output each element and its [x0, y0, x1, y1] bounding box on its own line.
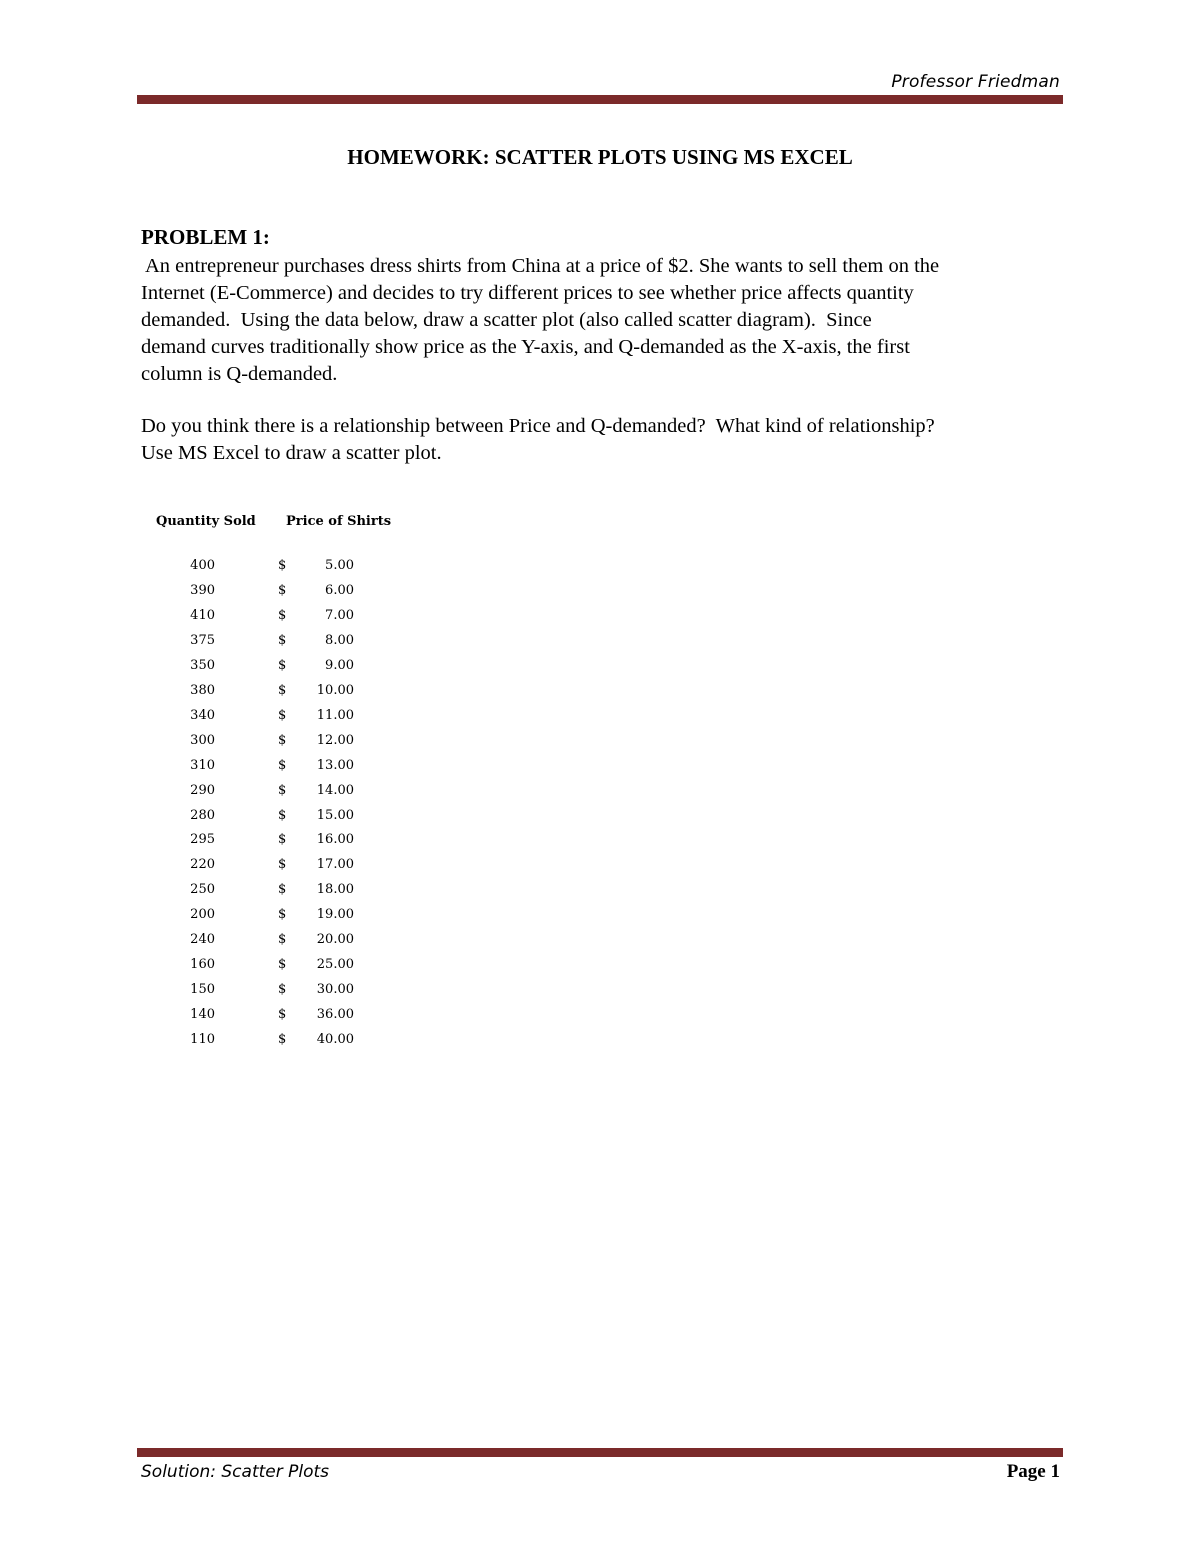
table-row — [150, 808, 410, 833]
quantity-cell: 375 — [190, 632, 215, 648]
price-cell: 17.00 — [316, 857, 354, 873]
price-cell: 36.00 — [316, 1007, 354, 1023]
quantity-cell: 350 — [190, 657, 215, 673]
quantity-cell: 150 — [190, 982, 215, 998]
currency-symbol: $ — [278, 607, 287, 623]
quantity-cell: 300 — [190, 732, 215, 748]
table-row — [150, 783, 410, 808]
currency-symbol: $ — [278, 582, 287, 598]
quantity-cell: 160 — [190, 957, 215, 973]
quantity-cell: 220 — [190, 857, 215, 873]
table-row — [150, 932, 410, 957]
paragraph-line: demand curves traditionally show price as the Y-axis, and Q-demanded as the X-axis, the first — [141, 336, 910, 358]
problem-question — [141, 413, 1071, 467]
paragraph-line: Internet (E-Commerce) and decides to try different prices to see whether price affects quantity — [141, 282, 914, 304]
currency-symbol: $ — [278, 732, 287, 748]
price-cell: 11.00 — [316, 707, 354, 723]
price-cell: 40.00 — [316, 1032, 354, 1048]
problem-description — [141, 253, 1071, 388]
document-title: HOMEWORK: SCATTER PLOTS USING MS EXCEL — [347, 145, 853, 169]
table-row — [150, 882, 410, 907]
table-row — [150, 1032, 410, 1057]
table-row — [150, 658, 410, 683]
currency-symbol: $ — [278, 982, 287, 998]
table-row — [150, 982, 410, 1007]
table-row — [150, 758, 410, 783]
footer-title: Solution: Scatter Plots — [141, 1462, 330, 1482]
table-row — [150, 1007, 410, 1032]
currency-symbol: $ — [278, 558, 287, 573]
header-author: Professor Friedman — [891, 72, 1060, 92]
table-row — [150, 558, 410, 583]
table-row — [150, 857, 410, 882]
paragraph-line: Use MS Excel to draw a scatter plot. — [141, 442, 442, 464]
paragraph-line: demanded. Using the data below, draw a scatter plot (also called scatter diagram). Since — [141, 309, 872, 331]
currency-symbol: $ — [278, 807, 287, 823]
table-row — [150, 708, 410, 733]
quantity-cell: 250 — [190, 882, 215, 898]
problem-heading: PROBLEM 1: — [141, 225, 270, 249]
quantity-cell: 200 — [190, 907, 215, 923]
header-rule — [137, 95, 1063, 104]
table-row — [150, 733, 410, 758]
quantity-cell: 400 — [190, 558, 215, 573]
price-cell: 6.00 — [325, 582, 354, 598]
price-cell: 13.00 — [316, 757, 354, 773]
currency-symbol: $ — [278, 1032, 287, 1048]
quantity-cell: 280 — [190, 807, 215, 823]
price-cell: 8.00 — [325, 632, 354, 648]
currency-symbol: $ — [278, 957, 287, 973]
quantity-cell: 410 — [190, 607, 215, 623]
price-cell: 5.00 — [325, 558, 354, 573]
page-number: Page 1 — [1006, 1461, 1060, 1482]
currency-symbol: $ — [278, 682, 287, 698]
currency-symbol: $ — [278, 1007, 287, 1023]
price-cell: 19.00 — [316, 907, 354, 923]
currency-symbol: $ — [278, 782, 287, 798]
quantity-cell: 290 — [190, 782, 215, 798]
currency-symbol: $ — [278, 932, 287, 948]
table-row — [150, 907, 410, 932]
price-cell: 15.00 — [316, 807, 354, 823]
column-header-price: Price of Shirts — [286, 514, 392, 529]
table-row — [150, 608, 410, 633]
currency-symbol: $ — [278, 632, 287, 648]
price-cell: 20.00 — [316, 932, 354, 948]
table-row — [150, 633, 410, 658]
currency-symbol: $ — [278, 857, 287, 873]
price-cell: 14.00 — [316, 782, 354, 798]
price-cell: 16.00 — [316, 832, 354, 848]
currency-symbol: $ — [278, 882, 287, 898]
quantity-cell: 380 — [190, 682, 215, 698]
quantity-cell: 240 — [190, 932, 215, 948]
currency-symbol: $ — [278, 907, 287, 923]
price-cell: 30.00 — [316, 982, 354, 998]
currency-symbol: $ — [278, 657, 287, 673]
quantity-cell: 310 — [190, 757, 215, 773]
table-row — [150, 583, 410, 608]
quantity-cell: 390 — [190, 582, 215, 598]
price-cell: 9.00 — [325, 657, 354, 673]
currency-symbol: $ — [278, 757, 287, 773]
column-header-quantity: Quantity Sold — [156, 514, 256, 529]
price-cell: 10.00 — [316, 682, 354, 698]
price-cell: 18.00 — [316, 882, 354, 898]
paragraph-line: An entrepreneur purchases dress shirts from China at a price of $2. She wants to sell them on the — [141, 255, 940, 277]
currency-symbol: $ — [278, 707, 287, 723]
table-row — [150, 957, 410, 982]
quantity-cell: 110 — [190, 1032, 215, 1048]
price-cell: 25.00 — [316, 957, 354, 973]
paragraph-line: Do you think there is a relationship between Price and Q-demanded? What kind of relationship? — [141, 415, 935, 437]
paragraph-line: column is Q-demanded. — [141, 363, 338, 385]
table-row — [150, 683, 410, 708]
currency-symbol: $ — [278, 832, 287, 848]
footer-rule — [137, 1448, 1063, 1457]
price-cell: 7.00 — [325, 607, 354, 623]
price-cell: 12.00 — [316, 732, 354, 748]
quantity-cell: 295 — [190, 832, 215, 848]
quantity-cell: 340 — [190, 707, 215, 723]
quantity-cell: 140 — [190, 1007, 215, 1023]
table-row — [150, 832, 410, 857]
